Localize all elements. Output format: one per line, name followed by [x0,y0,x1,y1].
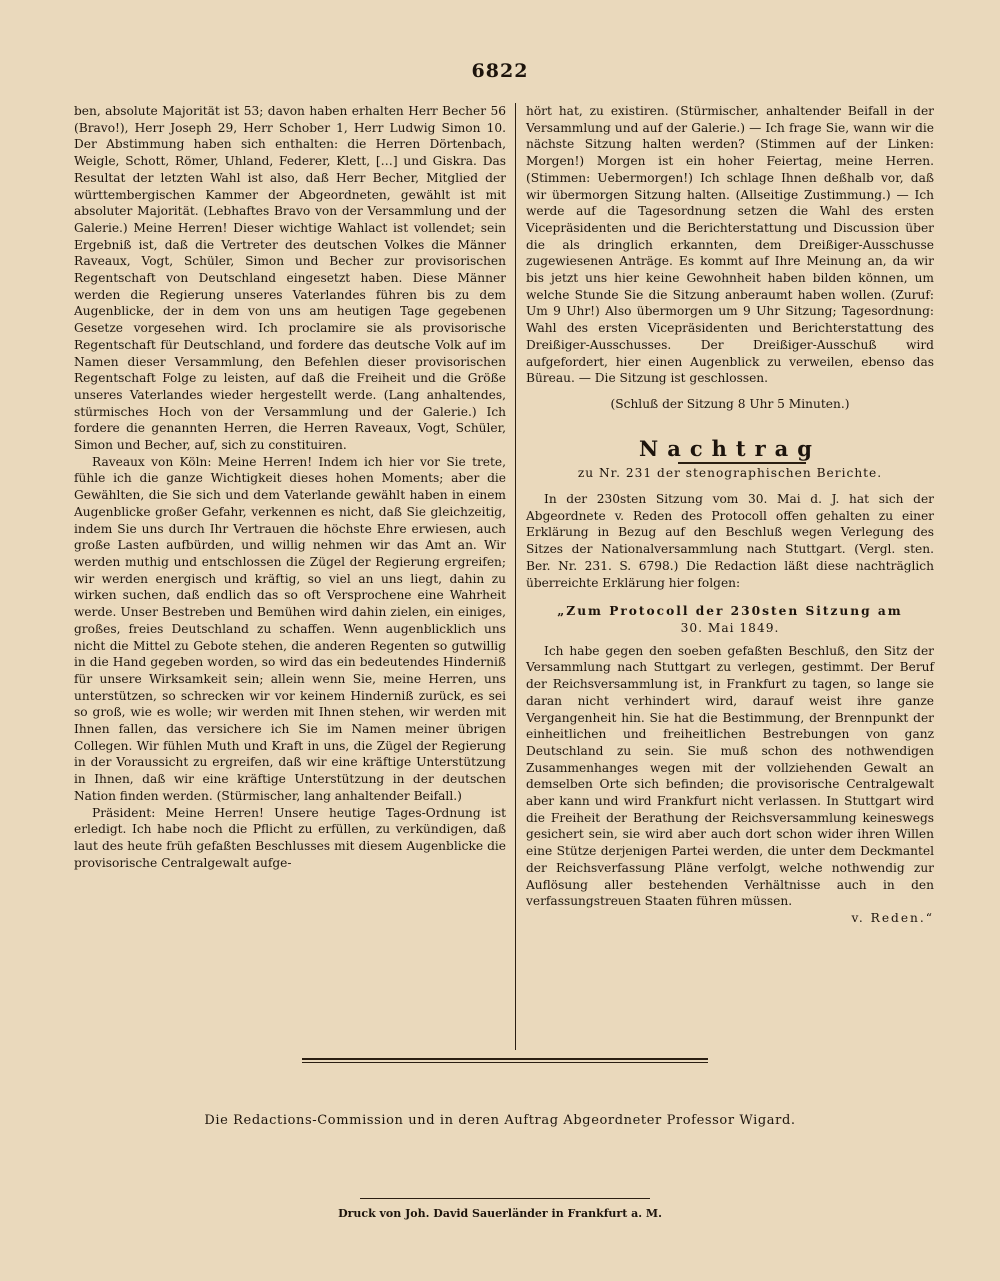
nachtrag-title: Nachtrag [639,435,821,461]
paragraph-session-continuation: hört hat, zu existiren. (Stürmischer, anhaltender Beifall in der Versammlung und auf der Galerie.) — Ich frage Sie, wann wir die nächste Sitzung halten werden? (Stimmen auf der Linken: Morgen!) Morgen ist ein hoher Feiertag, meine Herren. (Stimmen: Uebermorgen!) Ich schlage Ihnen deßhalb vor, daß wir übermorgen Sitzung halten. (Allseitige Zustimmung.) — Ich werde auf die Tagesordnung setzen die Wahl des ersten Vicepräsidenten und die Berichterstattung und Discussion über die als dringlich erkannten, dem Dreißiger-Ausschusse zugewiesenen Anträge. Es kommt auf Ihre Meinung an, da wir bis jetzt uns hier keine Gewohnheit haben bilden können, um welche Stunde Sie die Sitzung anberaumt haben wollen. (Zuruf: Um 9 Uhr!) Also übermorgen um 9 Uhr Sitzung; Tagesordnung: Wahl des ersten Vicepräsidenten und Berichterstattung des Dreißiger-Ausschusses. Der Dreißiger-Ausschuß wird aufgefordert, hier einen Augenblick zu verweilen, ebenso das Büreau. — Die Sitzung ist geschlossen. [526,104,934,386]
reden-signature: v. Reden.“ [851,910,934,925]
paragraph-raveaux-speech: Raveaux von Köln: Meine Herren! Indem ich hier vor Sie trete, fühle ich die ganze Wichtigkeit dieses hohen Moments; aber die Gewählten, die Sie sich und dem Vaterlande gewählt haben in einem Augenblicke großer Gefahr, verkennen es nicht, daß Sie gleichzeitig, indem Sie uns durch Ihr Vertrauen die höchste Ehre erwiesen, auch große Lasten aufbürden, und willig nehmen wir das Amt an. Wir werden muthig und entschlossen die Zügel der Regierung ergreifen; wir werden energisch und kräftig, so viel an uns liegt, dahin zu wirken suchen, daß endlich das so oft Versprochene eine Wahrheit werde. Unser Bestreben und Bemühen wird dahin zielen, ein einiges, großes, freies Deutschland zu schaffen. Wenn augenblicklich uns nicht die Mittel zu Gebote stehen, die anderen Regenten so gutwillig in die Hand gegeben worden, so wird das ein bedeutendes Hinderniß für unsere Wirksamkeit sein; allein wenn Sie, meine Herren, uns unterstützen, so schrecken wir vor keinem Hinderniß zurück, es sei so groß, wie es wolle; wir werden mit Ihnen stehen, wir werden mit Ihnen fallen, das versichere ich Sie im Namen meiner übrigen Collegen. Wir fühlen Muth und Kraft in uns, die Zügel der Regierung in der Voraussicht zu ergreifen, daß wir eine kräftige Unterstützung in Ihnen, daß wir eine kräftige Unterstützung in der deutschen Nation finden werden. (Stürmischer, lang anhaltender Beifall.) [74,454,506,803]
session-close-note: (Schluß der Sitzung 8 Uhr 5 Minuten.) [610,396,850,411]
paragraph-election-result: ben, absolute Majorität ist 53; davon haben erhalten Herr Becher 56 (Bravo!), Herr Joseph 29, Herr Schober 1, Herr Ludwig Simon 10. Der Abstimmung haben sich enthalten: die Herren Dörtenbach, Weigle, Schott, Römer, Uhland, Federer, Klett, […] und Giskra. Das Resultat der letzten Wahl ist also, daß Herr Becher, Mitglied der württembergischen Kammer der Abgeordneten, gewählt ist mit absoluter Majorität. (Lebhaftes Bravo von der Versammlung und der Galerie.) Meine Herren! Dieser wichtige Wahlact ist vollendet; sein Ergebniß ist, daß die Vertreter des deutschen Volkes die Männer Raveaux, Vogt, Schüler, Simon und Becher zur provisorischen Regentschaft von Deutschland eingesetzt haben. Diese Männer werden die Regierung unseres Vaterlandes führen bis zu dem Augenblicke, der in dem von uns am heutigen Tage gegebenen Gesetze vorgesehen wird. Ich proclamire sie als provisorische Regentschaft für Deutschland, und fordere das deutsche Volk auf im Namen dieser Versammlung, den Befehlen dieser provisorischen Regentschaft Folge zu leisten, auf daß die Freiheit und die Größe unseres Vaterlandes wieder hergestellt werde. (Lang anhaltendes, stürmisches Hoch von der Versammlung und der Galerie.) Ich fordere die genannten Herren, die Herren Raveaux, Vogt, Schüler, Simon und Becher, auf, sich zu constituiren. [74,104,506,453]
footer-double-rule-top [302,1058,708,1060]
nachtrag-intro: In der 230sten Sitzung vom 30. Mai d. J. hat sich der Abgeordnete v. Reden des Protocoll offen gehalten zu einer Erklärung in Bezug auf den Beschluß wegen Verlegung des Sitzes der Nationalversammlung nach Stuttgart. (Vergl. sten. Ber. Nr. 231. S. 6798.) Die Redaction läßt diese nachträglich überreichte Erklärung hier folgen: [526,492,934,590]
nachtrag-separator-rule [678,462,806,464]
imprint-rule [360,1198,650,1199]
nachtrag-subtitle: zu Nr. 231 der stenographischen Berichte. [577,466,883,481]
protocoll-heading: „Zum Protocoll der 230sten Sitzung am [557,604,903,619]
left-column [74,103,506,871]
protocoll-date: 30. Mai 1849. [680,620,780,635]
page-number: 6822 [471,60,529,82]
paragraph-president-closing: Präsident: Meine Herren! Unsere heutige Tages-Ordnung ist erledigt. Ich habe noch die Pflicht zu erfüllen, zu verkündigen, daß laut des heute früh gefaßten Beschlusses mit diesem Augenblicke die provisorische Centralgewalt aufge- [74,805,506,870]
reden-declaration: Ich habe gegen den soeben gefaßten Beschluß, den Sitz der Versammlung nach Stuttgart zu verlegen, gestimmt. Der Beruf der Reichsversammlung ist, in Frankfurt zu tagen, so lange sie daran nicht verhindert wird, darauf weist ihre ganze Vergangenheit hin. Sie hat die Bestimmung, der Brennpunkt der einheitlichen und freiheitlichen Bestrebungen von ganz Deutschland zu sein. Sie muß schon des nothwendigen Zusammenhanges wegen mit der vollziehenden Gewalt an demselben Orte sich befinden; die provisorische Centralgewalt aber kann und wird Frankfurt nicht verlassen. In Stuttgart wird die Freiheit der Berathung der Reichsversammlung keineswegs gesichert sein, sie wird aber auch dort schon wider ihren Willen eine Stütze derjenigen Partei werden, die unter dem Deckmantel der Reichsverfassung Pläne verfolgt, welche nothwendig zur Auflösung aller bestehenden Verhältnisse auch in den verfassungstreuen Staaten führen müssen. [526,643,934,909]
printer-imprint: Druck von Joh. David Sauerländer in Frankfurt a. M. [338,1207,662,1220]
redaction-credit-line: Die Redactions-Commission und in deren Auftrag Abgeordneter Professor Wigard. [204,1113,796,1128]
column-divider [515,103,516,1050]
right-column [526,103,934,927]
footer-double-rule-bottom [302,1062,708,1063]
